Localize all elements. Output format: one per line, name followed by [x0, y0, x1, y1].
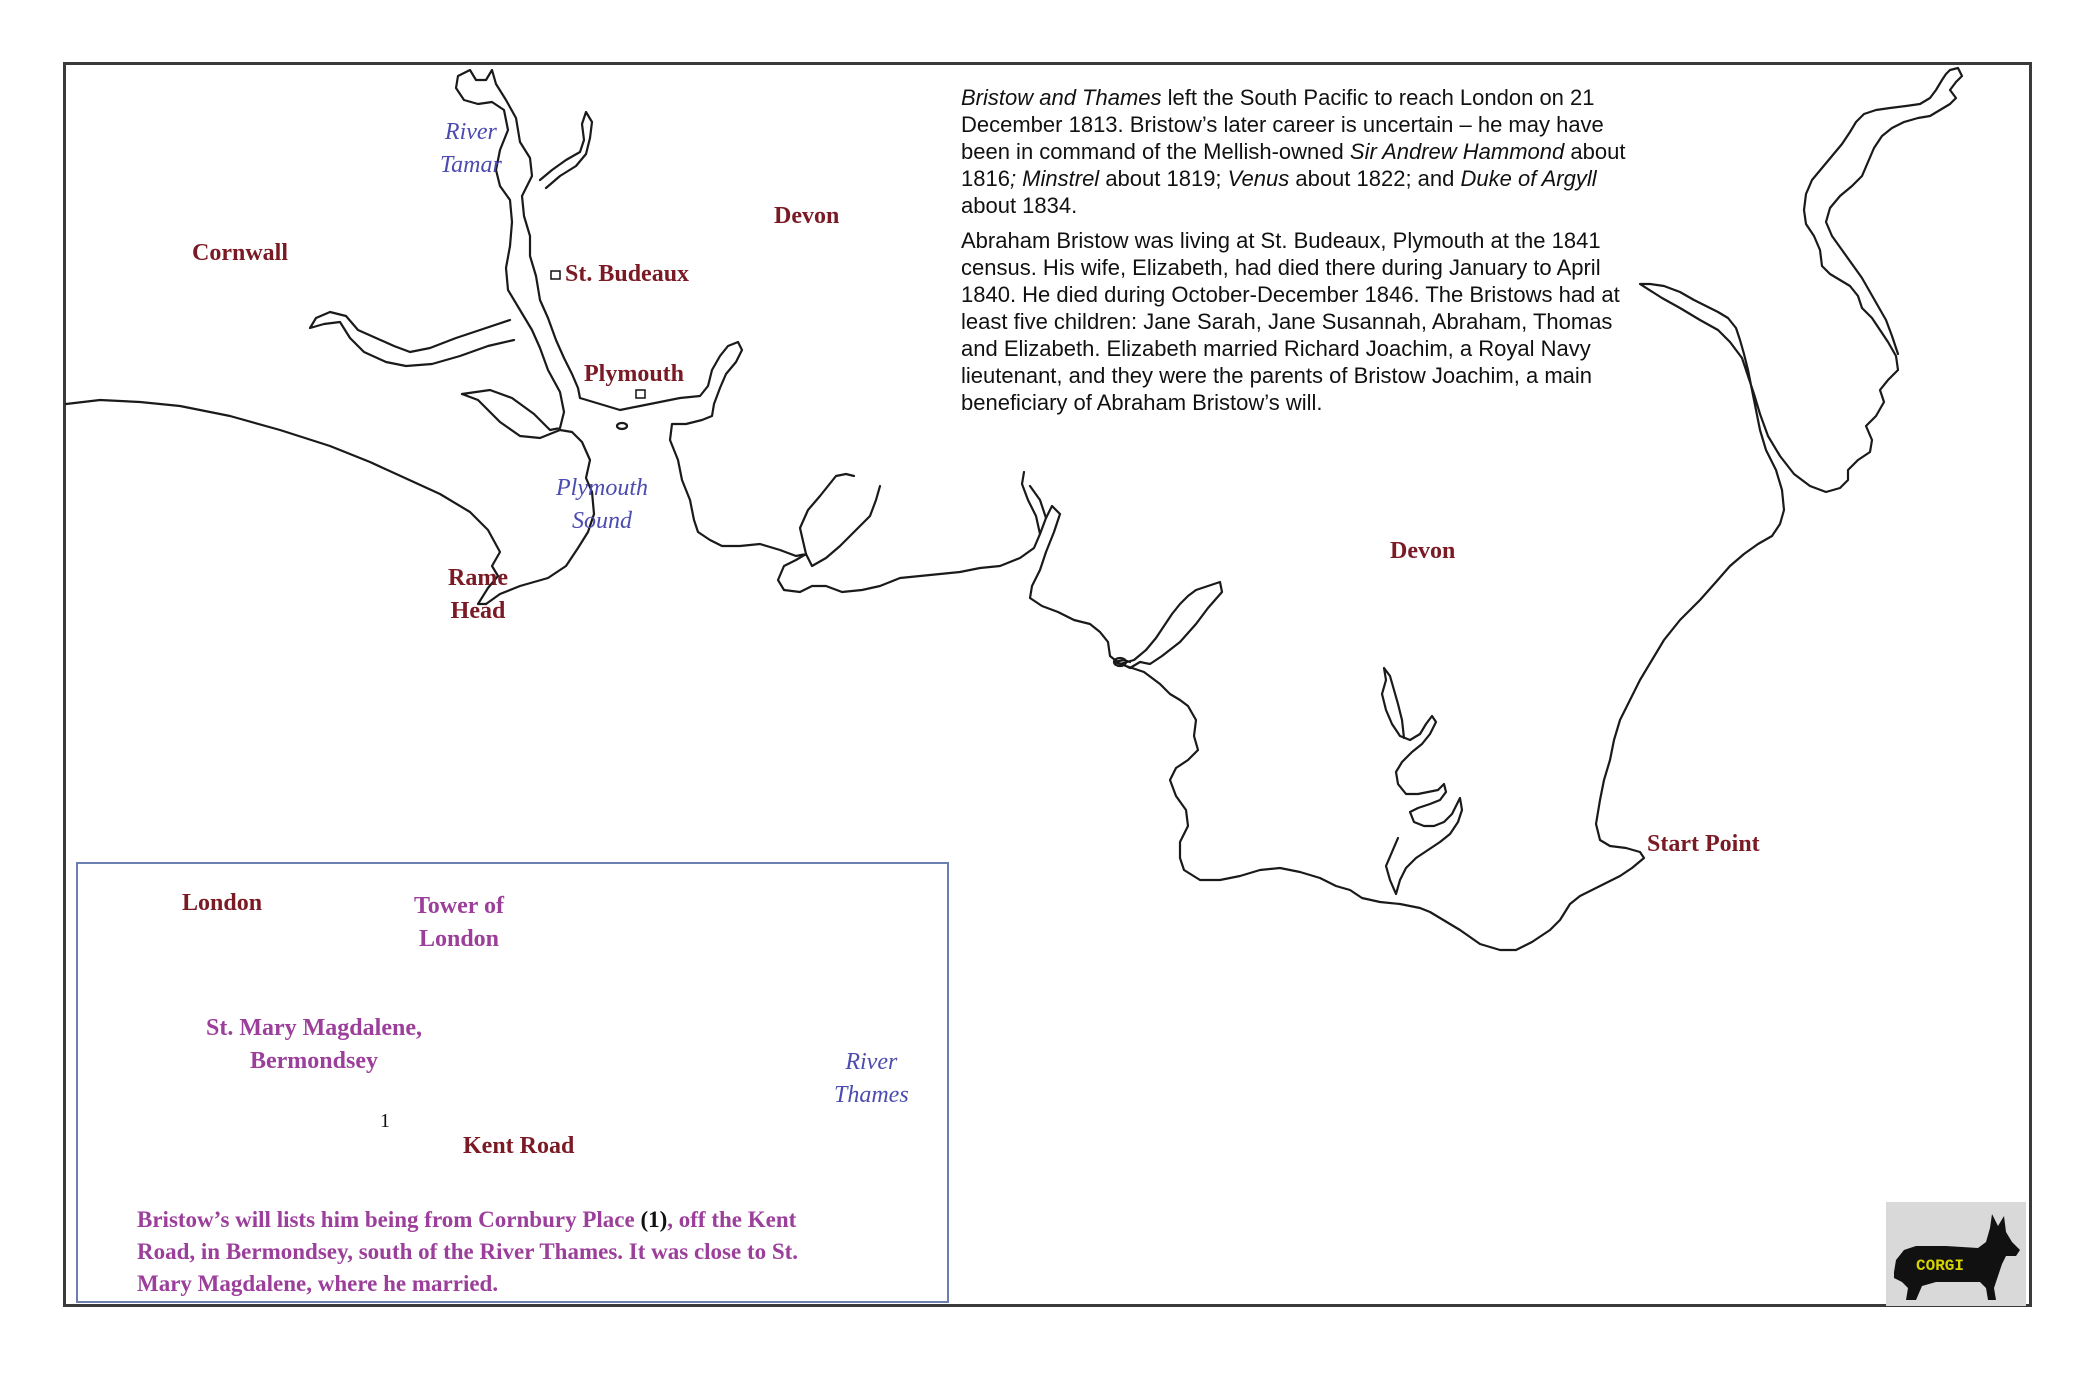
plymouth-label: Plymouth [584, 361, 685, 387]
info-paragraph-1-run: Venus [1227, 166, 1290, 191]
inset-caption-run: (1) [640, 1207, 668, 1232]
info-text-block [961, 84, 1651, 424]
info-paragraph-1-run: Sir Andrew Hammond [1349, 139, 1565, 164]
corgi-logo [1886, 1202, 2026, 1306]
info-paragraph-1-run: Bristow and Thames [961, 85, 1162, 110]
drake-island [617, 423, 627, 429]
river-tamar-line1: River [444, 119, 497, 145]
salcombe-estuary [1382, 668, 1462, 894]
plymouth-sound-line2: Sound [571, 508, 632, 534]
inset-caption-run: Bristow’s will lists him being from Cornbury Place [137, 1207, 641, 1232]
cornwall-coastline [66, 400, 500, 604]
cornwall-label: Cornwall [192, 240, 288, 266]
info-paragraph-1-run: about 1822; and [1289, 166, 1461, 191]
info-paragraph-1-run: about 1816 [961, 139, 1626, 191]
info-paragraph-1-run: about 1834. [961, 193, 1078, 218]
info-paragraph-2: Abraham Bristow was living at St. Budeaux, Plymouth at the 1841 census. His wife, Elizabeth, had died there during January to April 1840. He died during October-December 1846. The Bristows had at least five children: Jane Sarah, Jane Susannah, Abraham, Thomas and Elizabeth. Elizabeth married Richard Joachim, a Royal Navy lieutenant, and they were the parents of Bristow Joachim, a main beneficiary of Abraham Bristow’s will. [961, 228, 1620, 415]
plymouth-sound-line1: Plymouth [556, 475, 648, 501]
corgi-dog-icon [1886, 1202, 2026, 1306]
inset-caption-run: , off the Kent Road, in Bermondsey, south of the River Thames. It was close to St. Mary Magdalene, where he married. [137, 1207, 799, 1296]
st-budeaux-label: St. Budeaux [565, 261, 690, 287]
info-paragraph-1-run: left the South Pacific to reach London on 21 December 1813. Bristow’s later career is uncertain – he may have been in command of the Mellish-owned [961, 85, 1604, 164]
plymouth-sound-label [556, 472, 648, 538]
info-paragraph-1 [961, 84, 1651, 219]
rame-head-label [448, 562, 508, 628]
start-point-label: Start Point [1647, 831, 1760, 857]
river-tamar-label [440, 116, 502, 182]
tower-of-london-line2: London [418, 926, 500, 952]
plymouth-marker [636, 390, 645, 398]
rame-head-line1: Rame [448, 565, 508, 591]
st-mary-line1: St. Mary Magdalene, [206, 1015, 422, 1041]
tamar-upper-branch [540, 112, 592, 188]
cornbury-place-marker-label: 1 [380, 1110, 390, 1132]
river-thames-label [834, 1046, 909, 1112]
london-label: London [182, 890, 263, 916]
rame-head-line2: Head [450, 598, 506, 624]
st-budeaux-marker [551, 271, 560, 279]
st-mary-line2: Bermondsey [249, 1048, 378, 1074]
info-paragraph-1-run: about 1819; [1099, 166, 1228, 191]
info-paragraph-1-run: Duke of Argyll [1460, 166, 1597, 191]
river-tamar-line2: Tamar [440, 152, 502, 178]
tower-of-london-label [414, 890, 504, 956]
logo-text: CORGI [1916, 1257, 1965, 1275]
kent-road-label: Kent Road [463, 1133, 575, 1159]
lynher-inlet [310, 312, 514, 366]
devon-north-label: Devon [774, 203, 840, 229]
river-thames-line1: River [845, 1049, 898, 1075]
tower-of-london-line1: Tower of [414, 893, 504, 919]
inset-caption [137, 1204, 857, 1300]
st-mary-magdalene-label [206, 1012, 422, 1078]
river-thames-line2: Thames [834, 1082, 909, 1108]
info-paragraph-1-run: ; Minstrel [1009, 166, 1100, 191]
devon-south-label: Devon [1390, 538, 1456, 564]
